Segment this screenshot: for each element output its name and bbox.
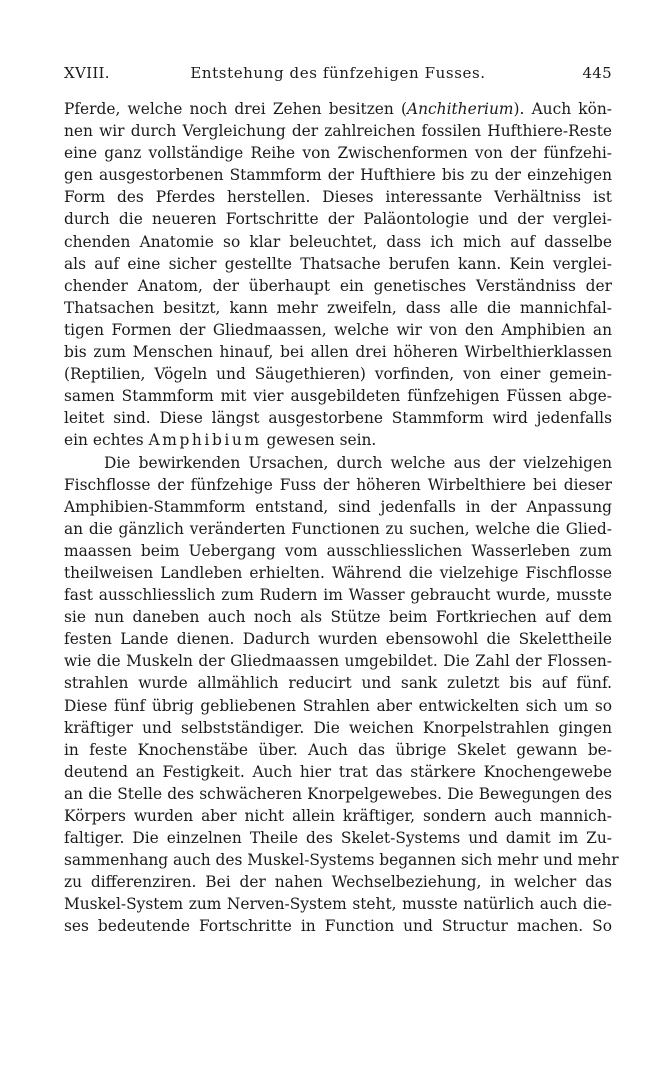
text-line: bis zum Menschen hinauf, bei allen drei höheren Wirbelthierklassen	[64, 343, 612, 362]
text-line: als auf eine sicher gestellte Thatsache berufen kann. Kein verglei-	[64, 254, 612, 273]
page-number: 445	[582, 64, 612, 82]
spaced-word: Amphibium	[148, 431, 262, 450]
text-line: in feste Knochenstäbe über. Auch das übrige Skelet gewann be-	[64, 740, 612, 759]
text-line: Form des Pferdes herstellen. Dieses interessante Verhältniss ist	[64, 188, 612, 207]
text-line: Körpers wurden aber nicht allein kräftiger, sondern auch mannich-	[64, 807, 612, 825]
text-line: sammenhang auch des Muskel-Systems begannen sich mehr und mehr	[64, 851, 619, 870]
text-line: faltiger. Die einzelnen Theile des Skelet-Systems und damit im Zu-	[64, 829, 612, 848]
text-line: nen wir durch Vergleichung der zahlreichen fossilen Hufthiere-Reste	[64, 122, 612, 141]
text-line: gen ausgestorbenen Stammform der Hufthiere bis zu der einzehigen	[64, 166, 612, 185]
text-line: Die bewirkenden Ursachen, durch welche aus der vielzehigen	[104, 453, 612, 472]
body-text	[64, 98, 619, 938]
chapter-number: XVIII.	[64, 64, 110, 82]
text-line: samen Stammform mit vier ausgebildeten fünfzehigen Füssen abge-	[64, 387, 612, 406]
text-line: Muskel-System zum Nerven-System steht, musste natürlich auch die-	[64, 895, 612, 914]
text-line: eine ganz vollständige Reihe von Zwischenformen von der fünfzehi-	[64, 144, 612, 163]
text-line: chender Anatom, der überhaupt ein genetisches Verständniss der	[64, 276, 612, 295]
text-line: ses bedeutende Fortschritte in Function und Structur machen. So	[64, 917, 612, 936]
text-line: tigen Formen der Gliedmaassen, welche wir von den Amphibien an	[64, 320, 612, 339]
text-line: an die Stelle des schwächeren Knorpelgewebes. Die Bewegungen des	[64, 784, 612, 803]
text-line: chenden Anatomie so klar beleuchtet, dass ich mich auf dasselbe	[64, 232, 612, 251]
text-line: deutend an Festigkeit. Auch hier trat das stärkere Knochengewebe	[64, 762, 612, 781]
text-line: Fischflosse der fünfzehige Fuss der höheren Wirbelthiere bei dieser	[64, 475, 612, 494]
text-line: fast ausschliesslich zum Rudern im Wasser gebraucht wurde, musste	[64, 586, 612, 605]
text-line: Diese fünf übrig gebliebenen Strahlen aber entwickelten sich um so	[64, 696, 612, 715]
text-line: zu differenziren. Bei der nahen Wechselbeziehung, in welcher das	[64, 873, 612, 892]
text-line: strahlen wurde allmählich reducirt und sank zuletzt bis auf fünf.	[64, 674, 612, 693]
text-line: (Reptilien, Vögeln und Säugethieren) vorfinden, von einer gemein-	[64, 365, 612, 384]
text-line: wie die Muskeln der Gliedmaassen umgebildet. Die Zahl der Flossen-	[64, 652, 612, 671]
text-line: Pferde, welche noch drei Zehen besitzen (Anchitherium). Auch kön-	[64, 100, 612, 118]
text-line: festen Lande dienen. Dadurch wurden ebensowohl die Skelettheile	[64, 630, 612, 649]
text-line: maassen beim Uebergang vom ausschliesslichen Wasserleben zum	[64, 541, 612, 560]
text-line: ein echtes Amphibium gewesen sein.	[64, 431, 377, 450]
italic-genus: Anchitherium	[407, 100, 514, 118]
text-line: kräftiger und selbstständiger. Die weichen Knorpelstrahlen gingen	[64, 718, 612, 737]
text-line: durch die neueren Fortschritte der Paläontologie und der verglei-	[64, 210, 612, 229]
text-line: an die gänzlich veränderten Functionen zu suchen, welche die Glied-	[64, 519, 612, 538]
running-title: Entstehung des fünfzehigen Fusses.	[190, 64, 486, 82]
text-line: Amphibien-Stammform entstand, sind jedenfalls in der Anpassung	[64, 497, 612, 516]
running-header	[64, 64, 612, 88]
text-line: Thatsachen besitzt, kann mehr zweifeln, dass alle die mannichfal-	[64, 298, 612, 317]
text-line: theilweisen Landleben erhielten. Während die vielzehige Fischflosse	[64, 563, 612, 582]
text-line: sie nun daneben auch noch als Stütze beim Fortkriechen auf dem	[64, 608, 612, 627]
text-line: leitet sind. Diese längst ausgestorbene Stammform wird jedenfalls	[64, 409, 612, 428]
